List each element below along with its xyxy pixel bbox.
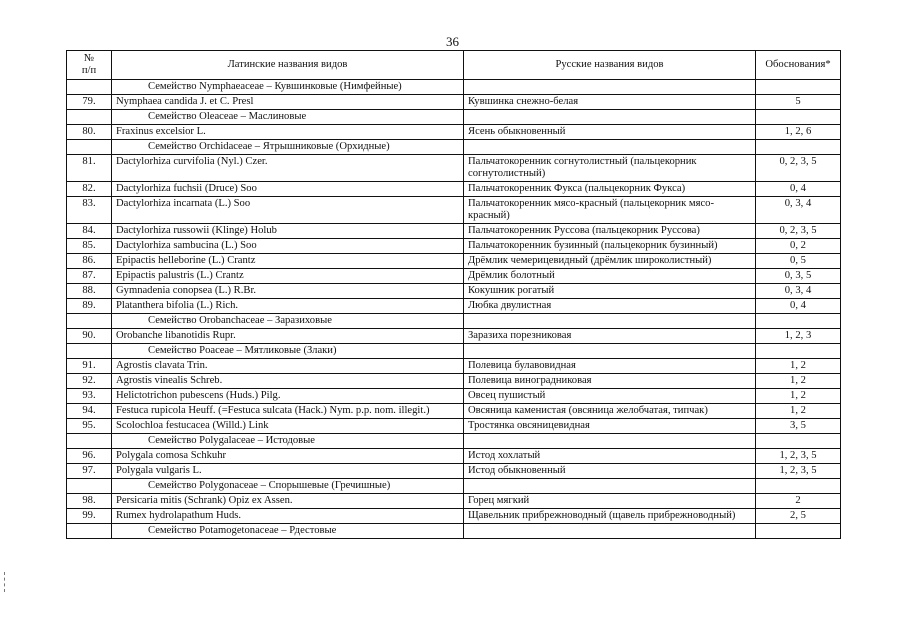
species-justification: 0, 3, 4 xyxy=(756,284,841,299)
family-russian-cell xyxy=(464,479,756,494)
species-num: 97. xyxy=(67,464,112,479)
species-russian-name: Пальчатокоренник Фукса (пальцекорник Фукса) xyxy=(464,182,756,197)
species-justification: 0, 3, 4 xyxy=(756,197,841,224)
species-justification: 0, 4 xyxy=(756,182,841,197)
species-latin-name: Polygala comosa Schkuhr xyxy=(112,449,464,464)
table-row xyxy=(67,464,841,479)
family-justification-cell xyxy=(756,524,841,539)
page-number: 36 xyxy=(446,34,459,49)
species-russian-name: Любка двулистная xyxy=(464,299,756,314)
family-russian-cell xyxy=(464,110,756,125)
species-justification: 1, 2, 3 xyxy=(756,329,841,344)
species-russian-name: Щавельник прибрежноводный (щавель прибрежноводный) xyxy=(464,509,756,524)
species-justification: 0, 5 xyxy=(756,254,841,269)
table-row xyxy=(67,494,841,509)
species-latin-name: Festuca rupicola Heuff. (=Festuca sulcata (Hack.) Nym. p.p. nom. illegit.) xyxy=(112,404,464,419)
table-row xyxy=(67,374,841,389)
species-table xyxy=(66,50,841,539)
species-latin-name: Rumex hydrolapathum Huds. xyxy=(112,509,464,524)
family-title: Семейство Oleaceae – Маслиновые xyxy=(112,110,464,125)
family-russian-cell xyxy=(464,344,756,359)
species-num: 85. xyxy=(67,239,112,254)
table-row xyxy=(67,329,841,344)
species-num: 79. xyxy=(67,95,112,110)
scan-edge-mark xyxy=(4,572,6,592)
family-justification-cell xyxy=(756,140,841,155)
table-row xyxy=(67,359,841,374)
table-row xyxy=(67,299,841,314)
table-row xyxy=(67,389,841,404)
family-title: Семейство Polygalaceae – Истодовые xyxy=(112,434,464,449)
species-num: 96. xyxy=(67,449,112,464)
species-latin-name: Epipactis helleborine (L.) Crantz xyxy=(112,254,464,269)
family-num-cell xyxy=(67,110,112,125)
species-justification: 1, 2 xyxy=(756,389,841,404)
species-russian-name: Пальчатокоренник бузинный (пальцекорник бузинный) xyxy=(464,239,756,254)
species-latin-name: Polygala vulgaris L. xyxy=(112,464,464,479)
family-num-cell xyxy=(67,140,112,155)
species-latin-name: Gymnadenia conopsea (L.) R.Br. xyxy=(112,284,464,299)
species-latin-name: Platanthera bifolia (L.) Rich. xyxy=(112,299,464,314)
species-latin-name: Scolochloa festucacea (Willd.) Link xyxy=(112,419,464,434)
species-justification: 1, 2 xyxy=(756,404,841,419)
species-num: 80. xyxy=(67,125,112,140)
table-body xyxy=(67,80,841,539)
species-num: 87. xyxy=(67,269,112,284)
header-justification: Обоснования* xyxy=(756,51,841,80)
species-justification: 1, 2, 3, 5 xyxy=(756,449,841,464)
family-justification-cell xyxy=(756,80,841,95)
species-justification: 2, 5 xyxy=(756,509,841,524)
species-num: 91. xyxy=(67,359,112,374)
family-row xyxy=(67,140,841,155)
species-russian-name: Истод обыкновенный xyxy=(464,464,756,479)
species-russian-name: Кувшинка снежно-белая xyxy=(464,95,756,110)
species-russian-name: Полевица виноградниковая xyxy=(464,374,756,389)
header-num xyxy=(67,51,112,80)
table-row xyxy=(67,269,841,284)
table-row xyxy=(67,404,841,419)
species-russian-name: Заразиха порезниковая xyxy=(464,329,756,344)
family-title: Семейство Polygonaceae – Спорышевые (Гречишные) xyxy=(112,479,464,494)
species-russian-name: Полевица булавовидная xyxy=(464,359,756,374)
species-latin-name: Agrostis clavata Trin. xyxy=(112,359,464,374)
species-latin-name: Agrostis vinealis Schreb. xyxy=(112,374,464,389)
table-row xyxy=(67,509,841,524)
header-russian: Русские названия видов xyxy=(464,51,756,80)
family-justification-cell xyxy=(756,314,841,329)
table-row xyxy=(67,197,841,224)
species-justification: 0, 2 xyxy=(756,239,841,254)
species-russian-name: Овсец пушистый xyxy=(464,389,756,404)
table-row xyxy=(67,182,841,197)
family-row xyxy=(67,344,841,359)
species-justification: 2 xyxy=(756,494,841,509)
family-num-cell xyxy=(67,479,112,494)
family-num-cell xyxy=(67,344,112,359)
family-row xyxy=(67,479,841,494)
species-num: 83. xyxy=(67,197,112,224)
species-latin-name: Dactylorhiza incarnata (L.) Soo xyxy=(112,197,464,224)
family-russian-cell xyxy=(464,80,756,95)
species-latin-name: Persicaria mitis (Schrank) Opiz ex Assen. xyxy=(112,494,464,509)
species-num: 98. xyxy=(67,494,112,509)
family-russian-cell xyxy=(464,314,756,329)
family-title: Семейство Nymphaeaceae – Кувшинковые (Нимфейные) xyxy=(112,80,464,95)
species-num: 90. xyxy=(67,329,112,344)
species-num: 94. xyxy=(67,404,112,419)
species-latin-name: Dactylorhiza fuchsii (Druce) Soo xyxy=(112,182,464,197)
family-justification-cell xyxy=(756,110,841,125)
family-justification-cell xyxy=(756,434,841,449)
species-justification: 0, 2, 3, 5 xyxy=(756,224,841,239)
species-num: 89. xyxy=(67,299,112,314)
family-num-cell xyxy=(67,314,112,329)
header-latin: Латинские названия видов xyxy=(112,51,464,80)
family-justification-cell xyxy=(756,344,841,359)
species-justification: 1, 2, 6 xyxy=(756,125,841,140)
table-row xyxy=(67,125,841,140)
family-russian-cell xyxy=(464,140,756,155)
species-num: 99. xyxy=(67,509,112,524)
species-russian-name: Истод хохлатый xyxy=(464,449,756,464)
species-justification: 3, 5 xyxy=(756,419,841,434)
species-russian-name: Ясень обыкновенный xyxy=(464,125,756,140)
species-latin-name: Epipactis palustris (L.) Crantz xyxy=(112,269,464,284)
species-num: 93. xyxy=(67,389,112,404)
family-row xyxy=(67,524,841,539)
species-justification: 0, 4 xyxy=(756,299,841,314)
species-num: 92. xyxy=(67,374,112,389)
family-num-cell xyxy=(67,80,112,95)
species-russian-name: Тростянка овсяницевидная xyxy=(464,419,756,434)
species-russian-name: Пальчатокоренник Руссова (пальцекорник Руссова) xyxy=(464,224,756,239)
table-header-row xyxy=(67,51,841,80)
species-num: 84. xyxy=(67,224,112,239)
species-latin-name: Helictotrichon pubescens (Huds.) Pilg. xyxy=(112,389,464,404)
family-title: Семейство Orchidaceae – Ятрышниковые (Орхидные) xyxy=(112,140,464,155)
species-russian-name: Дрёмлик чемерицевидный (дрёмлик широколистный) xyxy=(464,254,756,269)
species-justification: 1, 2, 3, 5 xyxy=(756,464,841,479)
table-row xyxy=(67,284,841,299)
table-row xyxy=(67,254,841,269)
family-num-cell xyxy=(67,434,112,449)
species-latin-name: Dactylorhiza curvifolia (Nyl.) Czer. xyxy=(112,155,464,182)
species-justification: 1, 2 xyxy=(756,374,841,389)
species-latin-name: Nymphaea candida J. et C. Presl xyxy=(112,95,464,110)
family-row xyxy=(67,434,841,449)
table-row xyxy=(67,419,841,434)
species-latin-name: Dactylorhiza russowii (Klinge) Holub xyxy=(112,224,464,239)
family-title: Семейство Orobanchaceae – Заразиховые xyxy=(112,314,464,329)
table-row xyxy=(67,224,841,239)
table-row xyxy=(67,239,841,254)
table-row xyxy=(67,155,841,182)
species-num: 82. xyxy=(67,182,112,197)
species-latin-name: Orobanche libanotidis Rupr. xyxy=(112,329,464,344)
family-row xyxy=(67,80,841,95)
species-russian-name: Дрёмлик болотный xyxy=(464,269,756,284)
family-title: Семейство Potamogetonaceae – Рдестовые xyxy=(112,524,464,539)
species-latin-name: Dactylorhiza sambucina (L.) Soo xyxy=(112,239,464,254)
table-row xyxy=(67,95,841,110)
species-russian-name: Кокушник рогатый xyxy=(464,284,756,299)
family-title: Семейство Poaceae – Мятликовые (Злаки) xyxy=(112,344,464,359)
table-row xyxy=(67,449,841,464)
family-russian-cell xyxy=(464,434,756,449)
species-russian-name: Овсяница каменистая (овсяница желобчатая, типчак) xyxy=(464,404,756,419)
family-row xyxy=(67,110,841,125)
header-num-label: № п/п xyxy=(81,53,97,76)
species-russian-name: Пальчатокоренник согнутолистный (пальцекорник согнутолистный) xyxy=(464,155,756,182)
family-justification-cell xyxy=(756,479,841,494)
species-russian-name: Пальчатокоренник мясо-красный (пальцекорник мясо-красный) xyxy=(464,197,756,224)
species-num: 88. xyxy=(67,284,112,299)
species-latin-name: Fraxinus excelsior L. xyxy=(112,125,464,140)
family-row xyxy=(67,314,841,329)
family-num-cell xyxy=(67,524,112,539)
species-num: 95. xyxy=(67,419,112,434)
species-num: 86. xyxy=(67,254,112,269)
species-num: 81. xyxy=(67,155,112,182)
species-justification: 0, 2, 3, 5 xyxy=(756,155,841,182)
family-russian-cell xyxy=(464,524,756,539)
species-russian-name: Горец мягкий xyxy=(464,494,756,509)
species-justification: 1, 2 xyxy=(756,359,841,374)
species-justification: 5 xyxy=(756,95,841,110)
species-justification: 0, 3, 5 xyxy=(756,269,841,284)
